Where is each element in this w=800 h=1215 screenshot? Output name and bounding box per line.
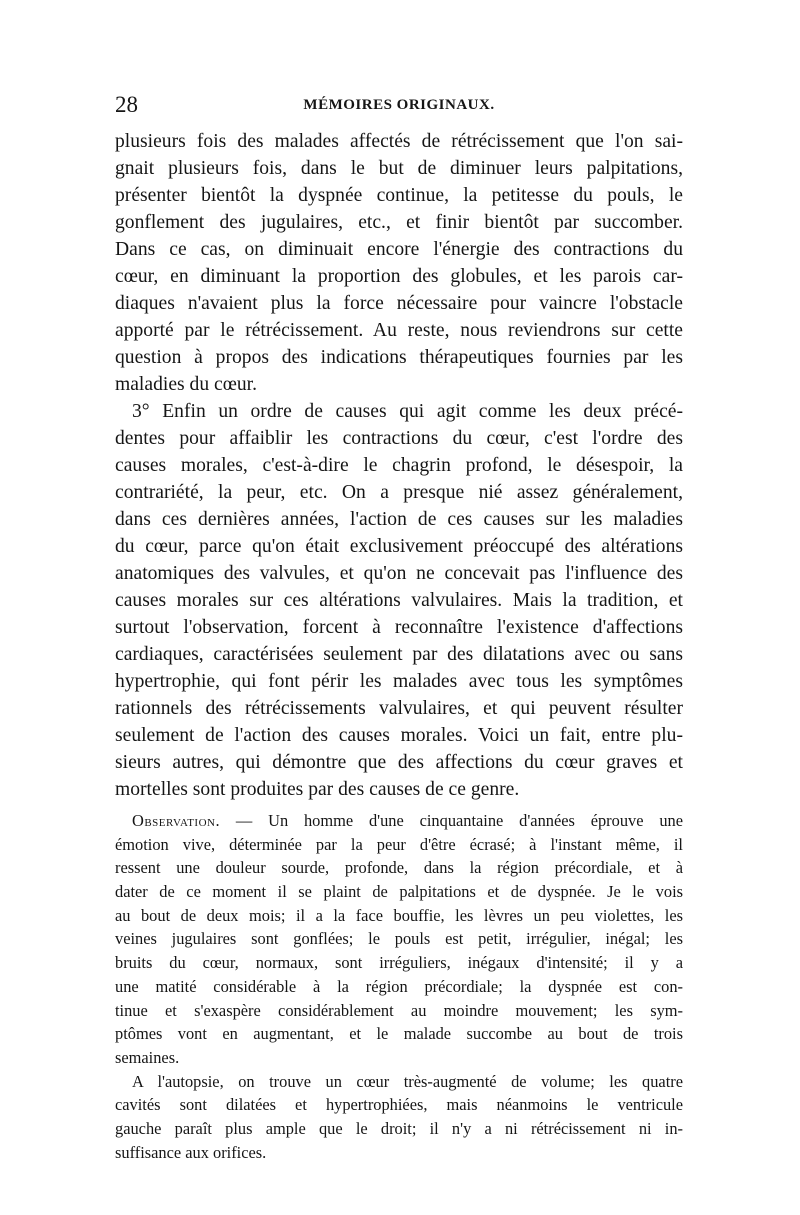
text-line: tinue et s'exaspère considérablement au moindre mouvement; les sym- (115, 1000, 683, 1020)
text-line: semaines. (115, 1047, 180, 1067)
text-line: veines jugulaires sont gonflées; le pouls est petit, irrégulier, inégal; les (115, 929, 683, 949)
text-line: gauche paraît plus ample que le droit; il n'y a ni rétrécissement ni in- (115, 1118, 683, 1138)
observation-first-line-text: — Un homme d'une cinquantaine d'années éprouve une (220, 811, 683, 830)
text-line: mortelles sont produites par des causes de ce genre. (115, 779, 520, 800)
text-line: cœur, en diminuant la proportion des globules, et les parois car- (115, 266, 683, 287)
text-line: cavités sont dilatées et hypertrophiées, mais néanmoins le ventricule (115, 1095, 683, 1115)
text-line: anatomiques des valvules, et qu'on ne concevait pas l'influence des (115, 563, 683, 584)
text-line: du cœur, parce qu'on était exclusivement préoccupé des altérations (115, 536, 683, 557)
text-line: A l'autopsie, on trouve un cœur très-augmenté de volume; les quatre (132, 1071, 683, 1091)
text-line: suffisance aux orifices. (115, 1142, 267, 1162)
text-line: causes morales, c'est-à-dire le chagrin profond, le désespoir, la (115, 455, 683, 476)
text-line: au bout de deux mois; il a la face bouffie, les lèvres un peu violettes, les (115, 905, 683, 925)
text-line: sieurs autres, qui démontre que des affections du cœur graves et (115, 752, 683, 773)
text-line: apporté par le rétrécissement. Au reste, nous reviendrons sur cette (115, 320, 683, 341)
text-line: présenter bientôt la dyspnée continue, la petitesse du pouls, le (115, 185, 683, 206)
page-number: 28 (115, 92, 138, 117)
text-line: dater de ce moment il se plaint de palpitations et de dyspnée. Je le vois (115, 882, 683, 902)
text-line: causes morales sur ces altérations valvulaires. Mais la tradition, et (115, 590, 683, 611)
page-text (115, 128, 683, 1164)
text-line: dentes pour affaiblir les contractions du cœur, c'est l'ordre des (115, 428, 683, 449)
page-header (115, 92, 683, 122)
text-line: Dans ce cas, on diminuait encore l'énergie des contractions du (115, 239, 683, 260)
text-line: seulement de l'action des causes morales. Voici un fait, entre plu- (115, 725, 683, 746)
text-line: 3° Enfin un ordre de causes qui agit comme les deux précé- (132, 401, 683, 422)
text-line: maladies du cœur. (115, 374, 258, 395)
text-line: une matité considérable à la région précordiale; la dyspnée est con- (115, 976, 683, 996)
text-line: ressent une douleur sourde, profonde, dans la région précordiale, et à (115, 858, 683, 878)
text-line: question à propos des indications thérapeutiques fournies par les (115, 347, 683, 368)
text-line: cardiaques, caractérisées seulement par des dilatations avec ou sans (115, 644, 683, 665)
text-line: émotion vive, déterminée par la peur d'être écrasé; à l'instant même, il (115, 834, 683, 854)
observation (115, 809, 683, 1164)
text-line: gonflement des jugulaires, etc., et finir bientôt par succomber. (115, 212, 683, 233)
observation-label: Observation. (132, 811, 221, 830)
paragraph-2 (115, 398, 683, 803)
text-line: surtout l'observation, forcent à reconnaître l'existence d'affections (115, 617, 683, 638)
running-title: MÉMOIRES ORIGINAUX. (303, 97, 495, 113)
paragraph-1 (115, 128, 683, 398)
text-line: contrariété, la peur, etc. On a presque nié assez généralement, (115, 482, 683, 503)
text-line: dans ces dernières années, l'action de ces causes sur les maladies (115, 509, 683, 530)
observation-first-line (115, 809, 683, 833)
text-line: rationnels des rétrécissements valvulaires, et qui peuvent résulter (115, 698, 683, 719)
text-line: gnait plusieurs fois, dans le but de diminuer leurs palpitations, (115, 158, 683, 179)
text-line: plusieurs fois des malades affectés de rétrécissement que l'on sai- (115, 131, 683, 152)
text-line: hypertrophie, qui font périr les malades avec tous les symptômes (115, 671, 683, 692)
text-line: ptômes vont en augmentant, et le malade succombe au bout de trois (115, 1024, 683, 1044)
text-line: diaques n'avaient plus la force nécessaire pour vaincre l'obstacle (115, 293, 683, 314)
text-line: bruits du cœur, normaux, sont irréguliers, inégaux d'intensité; il y a (115, 953, 683, 973)
